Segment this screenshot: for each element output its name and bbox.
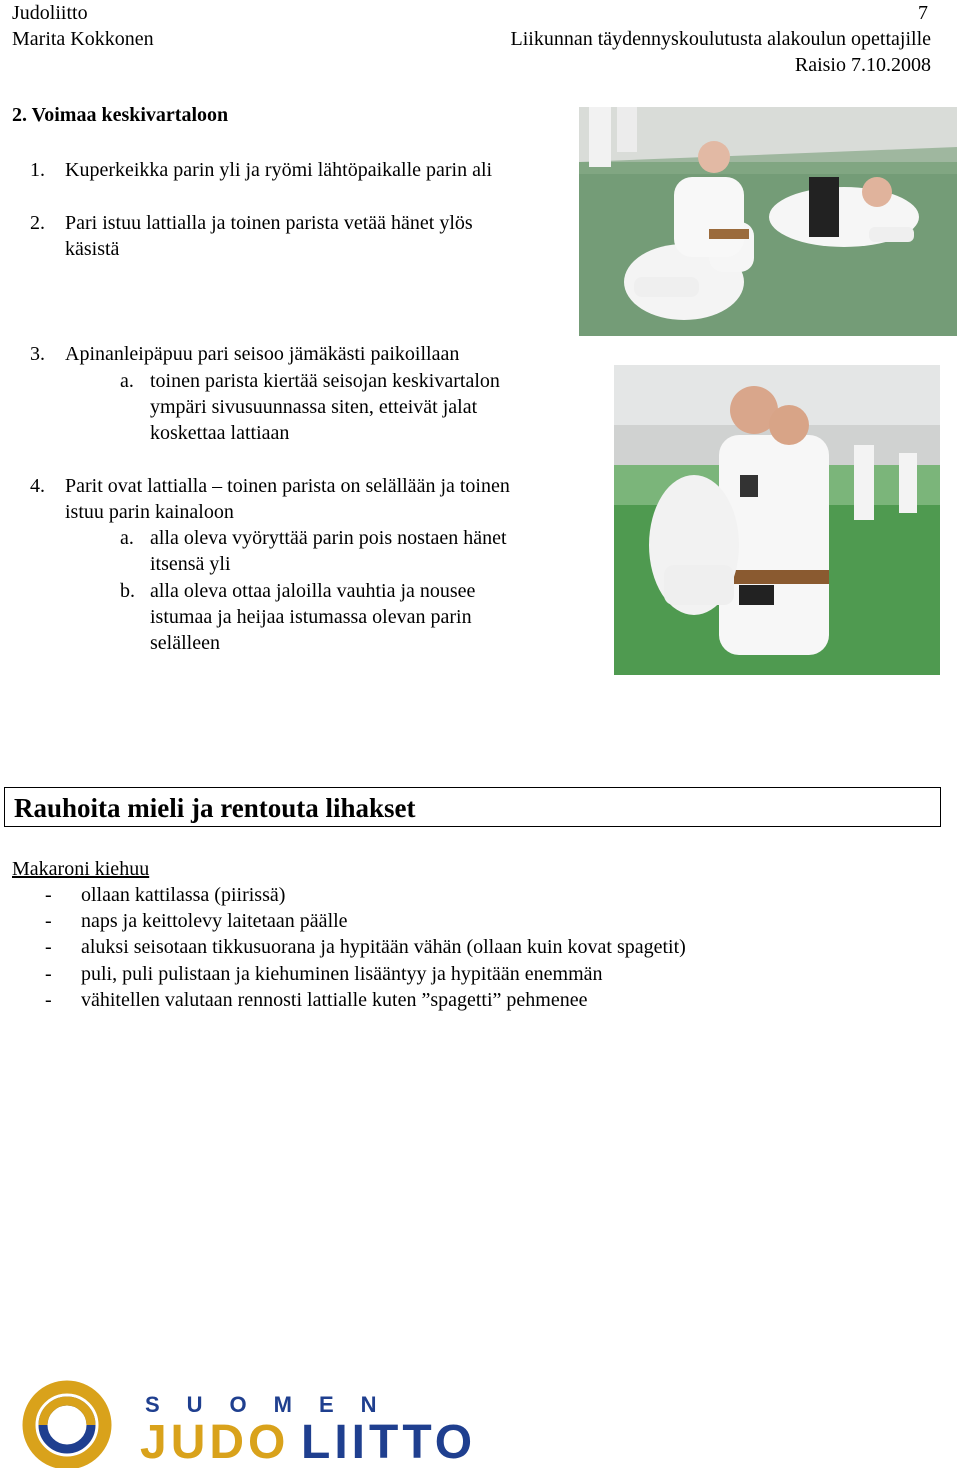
judo-photo-throw [614,365,940,675]
logo-main-text-liitto: LIITTO [301,1416,477,1468]
judoliitto-logo [12,1378,572,1468]
list-number: 4. [30,475,45,497]
bullet-mark: - [45,963,52,985]
list-item-cont: istuu parin kainaloon [65,501,234,523]
bullet-mark: - [45,910,52,932]
sub-item: alla oleva ottaa jaloilla vauhtia ja nousee [150,580,476,602]
sub-letter: a. [120,527,134,549]
section-title: 2. Voimaa keskivartaloon [12,104,229,126]
list-number: 3. [30,343,45,365]
header-place-date: Raisio 7.10.2008 [794,54,931,76]
section-title: Rauhoita mieli ja rentouta lihakset [14,793,416,823]
sub-letter: b. [120,580,135,602]
bullet-item: vähitellen valutaan rennosti lattialle kuten ”spagetti” pehmenee [81,989,588,1011]
bullet-mark: - [45,989,52,1011]
list-item: Apinanleipäpuu pari seisoo jämäkästi paikoillaan [65,343,460,365]
sub-letter: a. [120,370,134,392]
list-item: Kuperkeikka parin yli ja ryömi lähtöpaikalle parin ali [65,159,493,181]
sub-item-cont: itsensä yli [150,553,231,575]
game-title: Makaroni kiehuu [12,858,150,880]
sub-item-cont: ympäri sivusuunnassa siten, etteivät jalat [150,396,478,418]
list-item: Pari istuu lattialla ja toinen parista vetää hänet ylös [65,212,473,234]
sub-item-cont: selälleen [150,632,220,654]
bullet-item: aluksi seisotaan tikkusuorana ja hypitään vähän (ollaan kuin kovat spagetit) [81,936,686,958]
list-number: 1. [30,159,45,181]
logo-main-text-judo: JUDO [140,1416,290,1468]
bullet-mark: - [45,884,52,906]
header-org: Judoliitto [12,2,88,24]
bullet-item: ollaan kattilassa (piirissä) [81,884,286,906]
sub-item-cont: koskettaa lattiaan [150,422,290,444]
page-number: 7 [918,2,928,24]
list-item: Parit ovat lattialla – toinen parista on selällään ja toinen [65,475,510,497]
header-course: Liikunnan täydennyskoulutusta alakoulun opettajille [510,28,931,50]
judo-photo-rolling [579,107,957,336]
bullet-item: naps ja keittolevy laitetaan päälle [81,910,348,932]
header-author: Marita Kokkonen [12,28,154,50]
sub-item-cont: istumaa ja heijaa istumassa olevan parin [150,606,472,628]
list-item-cont: käsistä [65,238,120,260]
section-title-box [4,787,941,827]
list-number: 2. [30,212,45,234]
sub-item: alla oleva vyöryttää parin pois nostaen hänet [150,527,507,549]
sub-item: toinen parista kiertää seisojan keskivartalon [150,370,500,392]
bullet-item: puli, puli pulistaan ja kiehuminen lisääntyy ja hypitään enemmän [81,963,603,985]
logo-top-text: SUOMEN [145,1392,404,1417]
bullet-mark: - [45,936,52,958]
